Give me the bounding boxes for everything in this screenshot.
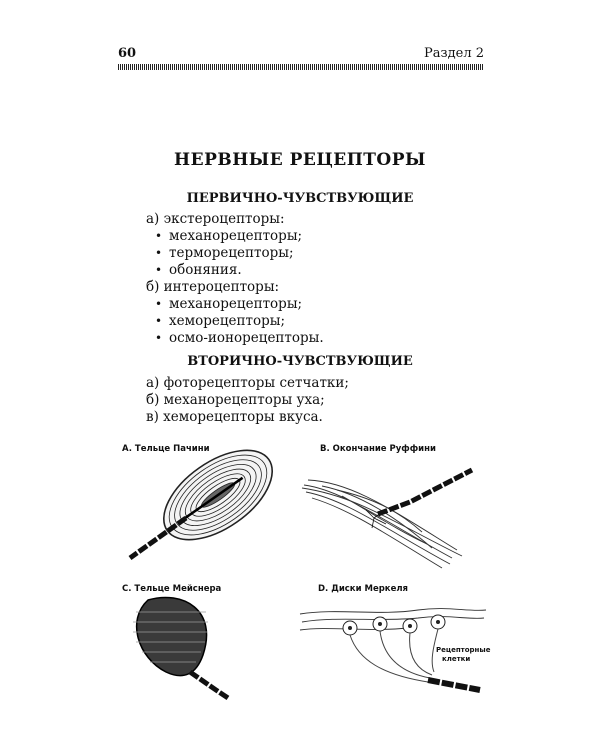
ruffini-ending-drawing [302,440,482,580]
list-item: • обоняния. [146,262,324,279]
list-item: • механорецепторы; [146,228,324,245]
list-item: • хеморецепторы; [146,313,324,330]
pacinian-corpuscle-drawing [118,440,288,580]
list-item: а) фоторецепторы сетчатки; [146,375,349,391]
meissner-corpuscle-drawing [118,580,288,705]
primary-heading: ПЕРВИЧНО-ЧУВСТВУЮЩИЕ [186,191,414,206]
secondary-list [146,375,349,426]
figure-c-caption: C. Тельце Мейснера [122,584,222,594]
figure-merkel-discs [298,580,491,705]
list-item: • терморецепторы; [146,245,324,262]
page-title: НЕРВНЫЕ РЕЦЕПТОРЫ [174,150,426,170]
group-b-label: б) интероцепторы: [146,279,280,295]
figure-ruffini-ending [302,440,482,580]
receptor-cells-label-line2: клетки [442,655,471,663]
primary-list [146,211,324,347]
list-item: • механорецепторы; [146,296,324,313]
section-label: Раздел 2 [424,46,484,61]
list-item: • осмо-ионорецепторы. [146,330,324,347]
list-item: б) механорецепторы уха; [146,392,325,408]
figure-b-caption: B. Окончание Руффини [320,444,436,454]
secondary-heading: ВТОРИЧНО-ЧУВСТВУЮЩИЕ [187,354,413,369]
page-number: 60 [118,46,137,61]
figure-meissner-corpuscle [118,580,288,705]
figure-d-caption: D. Диски Меркеля [318,584,409,594]
page-header [118,44,484,72]
merkel-discs-drawing [298,580,491,705]
header-rule [118,64,484,70]
figure-pacinian-corpuscle [118,440,288,580]
figure-a-caption: A. Тельце Пачини [122,444,210,454]
receptor-cells-label-line1: Рецепторные [436,646,491,654]
group-a-label: а) экстероцепторы: [146,211,285,227]
list-item: в) хеморецепторы вкуса. [146,409,323,425]
